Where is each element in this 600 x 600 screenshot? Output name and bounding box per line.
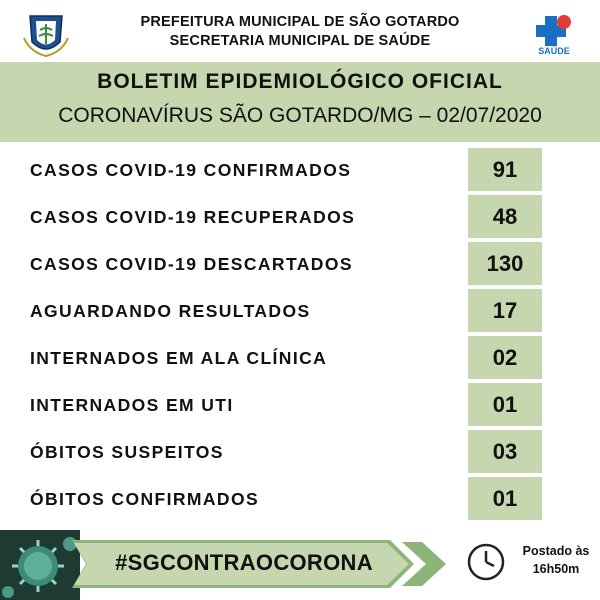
page-header — [0, 0, 600, 62]
stat-row-icu — [0, 383, 600, 430]
posted-time: 16h50m — [532, 562, 580, 576]
stat-row-confirmed — [0, 148, 600, 195]
stats-list — [0, 148, 600, 524]
stat-row-awaiting — [0, 289, 600, 336]
stat-label: CASOS COVID-19 DESCARTADOS — [30, 254, 353, 274]
coronavirus-icon — [0, 530, 80, 600]
stat-label: CASOS COVID-19 CONFIRMADOS — [30, 160, 352, 180]
stat-row-recovered — [0, 195, 600, 242]
page-footer — [0, 530, 600, 600]
org-title-line2: SECRETARIA MUNICIPAL DE SAÚDE — [169, 33, 431, 49]
posted-label: Postado às — [522, 544, 590, 558]
stat-row-suspected-deaths — [0, 430, 600, 477]
stat-value: 48 — [468, 195, 542, 238]
stat-label: ÓBITOS CONFIRMADOS — [30, 489, 260, 509]
bulletin-banner — [0, 62, 600, 142]
stat-value: 130 — [468, 242, 542, 285]
hashtag-text: #SGCONTRAOCORONA — [115, 550, 373, 575]
stat-label: INTERNADOS EM UTI — [30, 395, 234, 415]
stat-label: CASOS COVID-19 RECUPERADOS — [30, 207, 356, 227]
stat-row-discarded — [0, 242, 600, 289]
org-title-line1: PREFEITURA MUNICIPAL DE SÃO GOTARDO — [140, 14, 460, 30]
stat-value: 01 — [468, 477, 542, 520]
stat-value: 91 — [468, 148, 542, 191]
stat-label: INTERNADOS EM ALA CLÍNICA — [30, 348, 328, 368]
stat-value: 01 — [468, 383, 542, 426]
stat-row-ward — [0, 336, 600, 383]
stat-value: 02 — [468, 336, 542, 379]
clock-icon — [466, 542, 506, 582]
bulletin-subtitle: CORONAVÍRUS SÃO GOTARDO/MG – 02/07/2020 — [58, 104, 542, 127]
stat-value: 03 — [468, 430, 542, 473]
stat-label: ÓBITOS SUSPEITOS — [30, 442, 224, 462]
stat-value: 17 — [468, 289, 542, 332]
stat-row-confirmed-deaths — [0, 477, 600, 524]
saude-logo-text: SAÚDE — [538, 46, 570, 56]
bulletin-title: BOLETIM EPIDEMIOLÓGICO OFICIAL — [97, 70, 503, 93]
municipal-crest-icon — [20, 12, 72, 58]
stat-label: AGUARDANDO RESULTADOS — [30, 301, 311, 321]
